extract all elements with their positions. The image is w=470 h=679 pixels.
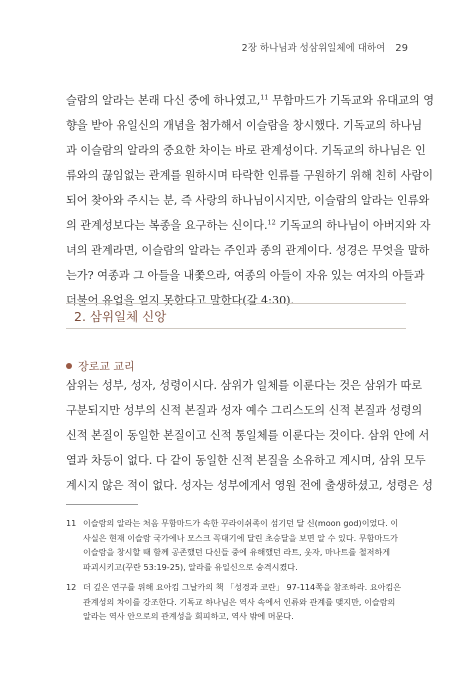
footnote-11 [66, 516, 406, 574]
footnote-divider [66, 504, 138, 505]
footnote-ref-11[interactable]: 11 [260, 93, 269, 102]
text-line: 더불어 유업을 얻지 못한다고 말한다(갈 4:30). [66, 294, 295, 307]
text-line: 되어 찾아와 주시는 분, 즉 사랑의 하나님이시지만, 이슬람의 알라는 인류와 [66, 194, 430, 207]
text-line: 구분되지만 성부의 신적 본질과 성자 예수 그리스도의 신적 본질과 성령의 [66, 404, 423, 417]
subheading-label: 장로교 교리 [78, 360, 135, 373]
chapter-title: 2장 하나님과 성삼위일체에 대하여 [241, 43, 386, 54]
running-header [242, 40, 408, 54]
text-line: 의 관계성보다는 복종을 요구하는 신이다.$^{12}$ 기독교의 하나님이 아버지와 자 [66, 218, 431, 232]
text-line: 류와의 끊임없는 관계를 원하시며 타락한 인류를 구원하기 위해 친히 사람이 [66, 169, 434, 182]
footnote-number: 11 [66, 518, 77, 528]
text-line: 계시지 않은 적이 없다. 성자는 성부에게서 영원 전에 출생하셨고, 성령은 성 [66, 479, 433, 492]
footnote-12 [66, 580, 406, 624]
footnote-number: 12 [66, 582, 77, 592]
footnote-ref-12[interactable]: 12 [267, 218, 276, 227]
text-line: 신적 본질이 동일한 본질이고 신적 통일체를 이룬다는 것이다. 삼위 안에 서 [66, 429, 430, 442]
text-line: 녀의 관계라면, 이슬람의 알라는 주인과 종의 관계이다. 성경은 무엇을 말하 [66, 244, 430, 257]
page-number: 29 [395, 43, 408, 54]
subheading [66, 358, 135, 374]
text-line: 슬람의 알라는 본래 다신 중에 하나였고,$^{11}$ 무함마드가 기독교와 유대교의 영 [66, 93, 435, 107]
section-heading [66, 303, 406, 329]
footnote-text: 이슬람의 알라는 처음 무함마드가 속한 꾸라이쉬족이 섬기던 달 신(moon god)이었다. 이 사실은 현재 이슬람 국가에나 모스크 꼭대기에 달린 초승달을 보면 알 수 있다. 무함마드가 이슬람을 창시할 때 함께 공존했던 다신들 중에 유해했던 라트, 웃자, 마나트를 철저하게 파괴시키고(꾸란 53:19-25), 알라를 유일신으로 숭격시켰다. [83, 518, 399, 572]
paragraph-trinity [66, 373, 433, 498]
footnotes [66, 516, 406, 630]
paragraph-islam [66, 88, 435, 313]
footnote-text: 더 깊은 연구를 위해 요아킴 그날카의 책 「성경과 코란」 97-114쪽을 참조하라. 요아킴은 관계성의 차이를 강조한다. 기독교 하나님은 역사 속에서 인류와 관계를 맺지만, 이슬람의 알라는 역사 안으로의 관계성을 회피하고, 역사 밖에 머문다. [83, 582, 402, 621]
text-line: 과 이슬람의 알라의 중요한 차이는 바로 관계성이다. 기독교의 하나님은 인 [66, 144, 426, 157]
section-title: 2. 삼위일체 신앙 [74, 309, 167, 324]
text-line: 삼위는 성부, 성자, 성령이시다. 삼위가 일체를 이룬다는 것은 삼위가 따로 [66, 379, 423, 392]
text-line: 열과 차등이 없다. 다 같이 동일한 신적 본질을 소유하고 계시며, 삼위 모두 [66, 454, 426, 467]
bullet-icon [66, 363, 72, 369]
text-line: 향을 받아 유일신의 개념을 첨가해서 이슬람을 창시했다. 기독교의 하나님 [66, 119, 423, 132]
text-line: 는가? 여종과 그 아들을 내쫓으라, 여종의 아들이 자유 있는 여자의 아들과 [66, 269, 425, 282]
